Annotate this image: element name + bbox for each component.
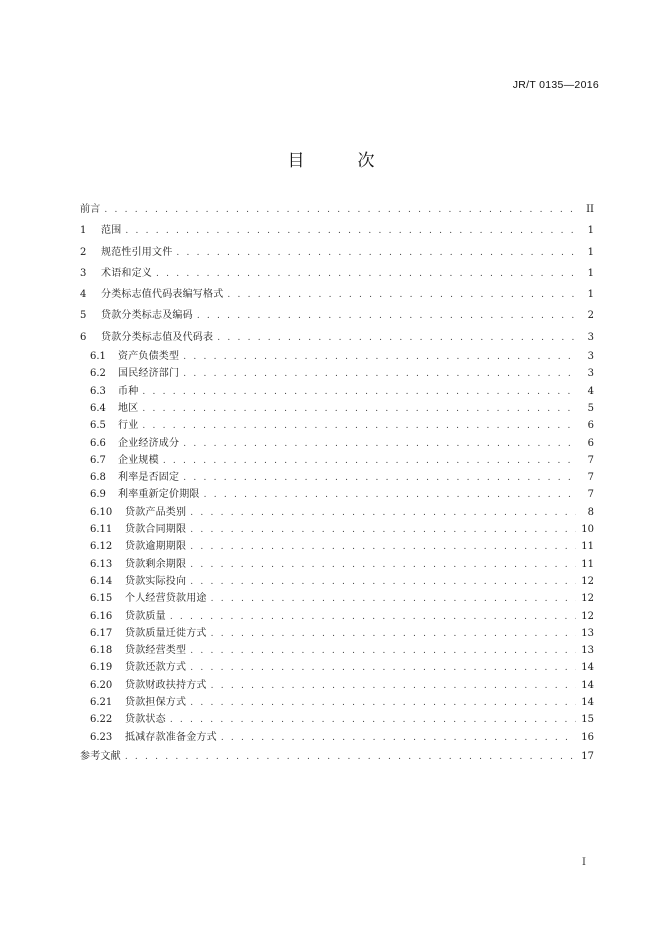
toc-entry[interactable] — [80, 729, 594, 746]
toc-entry-number: 2 — [80, 246, 87, 258]
toc-entry-page: 14 — [581, 662, 594, 674]
toc-entry-number: 6.12 — [90, 541, 113, 553]
page-title: 目 次 — [287, 151, 393, 171]
table-of-contents — [80, 199, 594, 767]
toc-entry-number: 6.14 — [90, 575, 113, 587]
dot-leader — [170, 712, 576, 729]
toc-entry[interactable] — [80, 659, 594, 676]
dot-leader — [183, 366, 576, 383]
toc-entry-title: 贷款产品类别 — [125, 506, 187, 518]
toc-entry-page: 1 — [587, 246, 594, 258]
dot-leader — [183, 470, 576, 487]
toc-entry-page: 1 — [587, 289, 594, 301]
toc-entry[interactable] — [80, 521, 594, 538]
toc-entry-page: 3 — [587, 368, 594, 380]
toc-entry-page: 3 — [587, 331, 594, 343]
toc-entry-title: 贷款状态 — [125, 714, 166, 726]
toc-entry-number: 6.7 — [90, 454, 106, 466]
toc-entry-title: 国民经济部门 — [118, 368, 180, 380]
toc-entry-page: 1 — [587, 225, 594, 237]
toc-entry[interactable] — [80, 327, 594, 348]
toc-entry-page: 8 — [587, 506, 594, 518]
toc-entry-number: 6.17 — [90, 627, 113, 639]
toc-entry[interactable] — [80, 469, 594, 486]
toc-entry-title: 贷款分类标志值及代码表 — [101, 331, 214, 343]
toc-entry-page: 14 — [581, 697, 594, 709]
dot-leader — [183, 349, 576, 366]
dot-leader — [142, 384, 576, 401]
dot-leader — [227, 285, 576, 306]
toc-entry[interactable] — [80, 242, 594, 263]
dot-leader — [197, 306, 576, 327]
dot-leader — [156, 264, 576, 285]
toc-entry-page: 4 — [587, 385, 594, 397]
dot-leader — [190, 557, 576, 574]
toc-entry-page: 7 — [587, 454, 594, 466]
toc-entry-title: 前言 — [80, 204, 101, 215]
toc-entry-page: 13 — [581, 627, 594, 639]
toc-entry-page: 1 — [587, 267, 594, 279]
toc-entry-page: 5 — [587, 402, 594, 414]
toc-entry-page: 15 — [581, 714, 594, 726]
toc-entry[interactable] — [80, 305, 594, 326]
toc-entry[interactable] — [80, 590, 594, 607]
toc-entry-title: 分类标志值代码表编写格式 — [101, 289, 224, 301]
toc-entry-number: 6.20 — [90, 679, 113, 691]
dot-leader — [104, 200, 576, 221]
toc-entry-page: 10 — [581, 524, 594, 536]
dot-leader — [183, 436, 576, 453]
toc-entry[interactable] — [80, 573, 594, 590]
toc-entry-page: 11 — [581, 541, 594, 553]
toc-entry-number: 6.2 — [90, 368, 106, 380]
toc-entry[interactable] — [80, 348, 594, 365]
toc-entry[interactable] — [80, 263, 594, 284]
toc-entry-title: 利率是否固定 — [118, 472, 180, 484]
toc-entry-number: 6.18 — [90, 645, 113, 657]
toc-entry-page: 3 — [587, 351, 594, 363]
toc-entry[interactable] — [80, 284, 594, 305]
toc-entry[interactable] — [80, 608, 594, 625]
dot-leader — [190, 522, 576, 539]
dot-leader — [204, 487, 576, 504]
toc-entry-title: 企业经济成分 — [118, 437, 180, 449]
toc-entry-title: 贷款剩余期限 — [125, 558, 187, 570]
toc-entry-page: II — [586, 204, 594, 215]
toc-entry-number: 6.11 — [90, 524, 113, 536]
toc-entry[interactable] — [80, 711, 594, 728]
dot-leader — [190, 660, 576, 677]
dot-leader — [190, 643, 576, 660]
toc-entry-number: 6.6 — [90, 437, 106, 449]
toc-entry-page: 12 — [581, 575, 594, 587]
toc-entry-page: 7 — [587, 472, 594, 484]
toc-entry-page: 12 — [581, 593, 594, 605]
toc-entry-page: 14 — [581, 679, 594, 691]
toc-entry-number: 6.4 — [90, 402, 106, 414]
toc-entry-title: 贷款经营类型 — [125, 645, 187, 657]
toc-entry-page: 6 — [587, 437, 594, 449]
toc-entry-number: 6.22 — [90, 714, 113, 726]
toc-entry-title: 地区 — [118, 402, 139, 414]
toc-entry[interactable] — [80, 486, 594, 503]
toc-entry[interactable] — [80, 435, 594, 452]
toc-entry-title: 资产负债类型 — [118, 351, 180, 363]
toc-entry[interactable] — [80, 642, 594, 659]
toc-entry-title: 行业 — [118, 420, 139, 432]
toc-entry-page: 11 — [581, 558, 594, 570]
dot-leader — [176, 243, 576, 264]
dot-leader — [125, 221, 576, 242]
dot-leader — [142, 401, 576, 418]
toc-entry[interactable] — [80, 538, 594, 555]
dot-leader — [221, 730, 576, 747]
toc-entry-title: 贷款逾期期限 — [125, 541, 187, 553]
toc-entry-number: 6.3 — [90, 385, 106, 397]
toc-entry-page: 2 — [587, 310, 594, 322]
dot-leader — [190, 505, 576, 522]
toc-entry[interactable] — [80, 694, 594, 711]
toc-entry-title: 抵减存款准备金方式 — [125, 731, 217, 743]
toc-entry-number: 6.9 — [90, 489, 106, 501]
toc-entry[interactable] — [80, 400, 594, 417]
toc-entry-page: 17 — [581, 750, 594, 762]
dot-leader — [211, 678, 576, 695]
toc-entry-number: 6.13 — [90, 558, 113, 570]
toc-entry[interactable] — [80, 383, 594, 400]
toc-entry-title: 贷款还款方式 — [125, 662, 187, 674]
toc-entry-page: 13 — [581, 645, 594, 657]
toc-entry-number: 6.23 — [90, 731, 113, 743]
toc-entry[interactable] — [80, 504, 594, 521]
toc-entry-number: 6.1 — [90, 351, 106, 363]
toc-entry-number: 5 — [80, 310, 87, 322]
toc-entry-number: 6.21 — [90, 697, 113, 709]
toc-entry-page: 16 — [581, 731, 594, 743]
toc-entry[interactable] — [80, 452, 594, 469]
toc-entry[interactable] — [80, 746, 594, 767]
toc-entry-number: 6.5 — [90, 420, 106, 432]
toc-entry-number: 6.19 — [90, 662, 113, 674]
toc-entry[interactable] — [80, 199, 594, 220]
toc-entry[interactable] — [80, 677, 594, 694]
dot-leader — [163, 453, 576, 470]
toc-entry[interactable] — [80, 417, 594, 434]
dot-leader — [170, 609, 576, 626]
toc-entry-title: 规范性引用文件 — [101, 246, 173, 258]
dot-leader — [190, 695, 576, 712]
toc-entry-number: 6.10 — [90, 506, 113, 518]
toc-entry-title: 术语和定义 — [101, 267, 152, 279]
toc-entry-page: 7 — [587, 489, 594, 501]
toc-entry-title: 贷款质量 — [125, 610, 166, 622]
toc-entry-title: 币种 — [118, 385, 139, 397]
standard-code: JR/T 0135—2016 — [512, 79, 599, 91]
dot-leader — [190, 539, 576, 556]
toc-entry[interactable] — [80, 365, 594, 382]
dot-leader — [125, 747, 576, 768]
page-number: I — [582, 857, 586, 868]
toc-entry[interactable] — [80, 556, 594, 573]
toc-entry-page: 6 — [587, 420, 594, 432]
toc-entry-title: 参考文献 — [80, 750, 121, 762]
dot-leader — [211, 626, 576, 643]
toc-entry[interactable] — [80, 220, 594, 241]
toc-entry-number: 4 — [80, 289, 87, 301]
toc-entry-number: 1 — [80, 225, 87, 237]
toc-entry-title: 个人经营贷款用途 — [125, 593, 207, 605]
toc-entry-title: 贷款担保方式 — [125, 697, 187, 709]
toc-entry-title: 贷款分类标志及编码 — [101, 310, 193, 322]
toc-entry-title: 贷款实际投向 — [125, 575, 187, 587]
toc-entry-title: 贷款财政扶持方式 — [125, 679, 207, 691]
toc-entry-number: 6.8 — [90, 472, 106, 484]
toc-entry-title: 利率重新定价期限 — [118, 489, 200, 501]
toc-entry-title: 企业规模 — [118, 454, 159, 466]
dot-leader — [211, 591, 576, 608]
toc-entry-title: 范围 — [101, 225, 122, 237]
toc-entry[interactable] — [80, 625, 594, 642]
toc-entry-number: 6.16 — [90, 610, 113, 622]
toc-entry-title: 贷款质量迁徙方式 — [125, 627, 207, 639]
toc-entry-page: 12 — [581, 610, 594, 622]
toc-entry-title: 贷款合同期限 — [125, 524, 187, 536]
dot-leader — [217, 328, 576, 349]
toc-entry-number: 3 — [80, 267, 87, 279]
dot-leader — [142, 418, 576, 435]
toc-entry-number: 6 — [80, 331, 87, 343]
toc-entry-number: 6.15 — [90, 593, 113, 605]
dot-leader — [190, 574, 576, 591]
